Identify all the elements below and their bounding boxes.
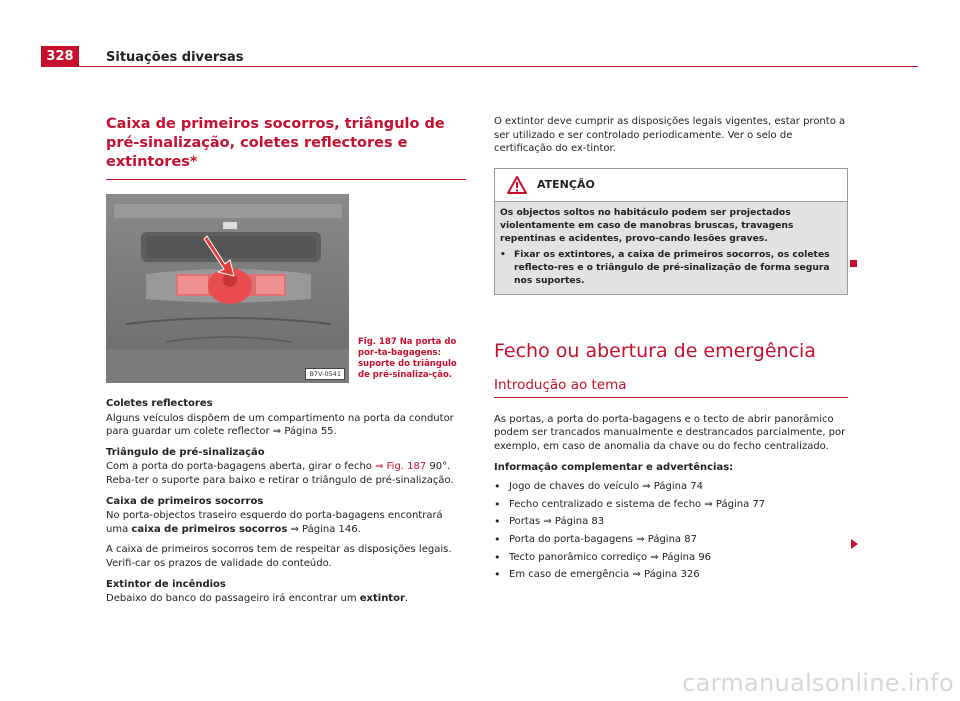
heading-extintor: Extintor de incêndios: [106, 578, 226, 590]
text-span: ⇒ Página 146.: [287, 523, 361, 535]
text-span: No porta-objectos traseiro esquerdo do porta-bagagens encontrará uma: [106, 510, 443, 535]
warning-bullet-text: Fixar os extintores, a caixa de primeiros socorros, os coletes reflecto-res e o triângulo de pré-sinalização de forma segura nos suportes.: [514, 248, 830, 286]
warning-title: ATENÇÃO: [537, 178, 595, 192]
reference-list: [494, 480, 848, 582]
list-item[interactable]: • Jogo de chaves do veículo ⇒ Página 74: [494, 480, 848, 494]
paragraph-caixa-validade: A caixa de primeiros socorros tem de respeitar as disposições legais. Verifi-car os prazos de validade do conteúdo.: [106, 544, 452, 569]
chapter-title: Fecho ou abertura de emergência: [494, 339, 816, 362]
figure-187: [106, 194, 349, 383]
left-column: [106, 115, 466, 613]
figure-caption: Fig. 187 Na porta do por-ta-bagagens: suporte do triângulo de pré-sinaliza-ção.: [358, 337, 457, 380]
page-number: 328: [41, 46, 79, 67]
warning-triangle-icon: [507, 176, 527, 194]
list-item[interactable]: • Fecho centralizado e sistema de fecho ⇒ Página 77: [494, 498, 848, 512]
subsection-title: Introdução ao tema: [494, 377, 848, 398]
bold-term: caixa de primeiros socorros: [131, 523, 288, 535]
heading-caixa: Caixa de primeiros socorros: [106, 495, 264, 507]
list-item[interactable]: • Em caso de emergência ⇒ Página 326: [494, 568, 848, 582]
trunk-door-illustration: [106, 194, 349, 383]
list-item[interactable]: • Tecto panorâmico corrediço ⇒ Página 96: [494, 551, 848, 565]
section-title: Caixa de primeiros socorros, triângulo de pré-sinalização, coletes reflectores e extintores*: [106, 115, 466, 180]
continue-arrow-icon: [851, 539, 858, 549]
left-body: [106, 397, 466, 606]
extintor-intro: O extintor deve cumprir as disposições legais vigentes, estar pronto a ser utilizado e ser controlado periodicamente. Ver o selo de certificação do ex-tintor.: [494, 116, 846, 155]
list-item[interactable]: • Portas ⇒ Página 83: [494, 515, 848, 529]
paragraph-extintor: [106, 592, 466, 606]
warning-box: [494, 168, 848, 295]
list-item[interactable]: • Porta do porta-bagagens ⇒ Página 87: [494, 533, 848, 547]
intro-paragraph: As portas, a porta do porta-bagagens e o tecto de abrir panorâmico podem ser trancados manualmente e destrancados parcialmente, por exemplo, em caso de anomalia da chave ou do fecho centralizado.: [494, 413, 846, 452]
warning-text: Os objectos soltos no habitáculo podem ser projectados violentamente em caso de manobras bruscas, travagens repentinas e acidentes, provo-cando lesões graves.: [500, 206, 794, 244]
watermark: carmanualsonline.info: [682, 669, 954, 697]
section-end-mark: [850, 260, 857, 267]
running-header: Situações diversas: [106, 50, 244, 65]
figure-link[interactable]: ⇒ Fig. 187: [375, 461, 427, 473]
warning-body: [495, 201, 847, 294]
paragraph-triangulo: [106, 460, 466, 487]
right-column: [494, 115, 848, 586]
figure-row: [106, 194, 466, 383]
heading-triangulo: Triângulo de pré-sinalização: [106, 446, 265, 458]
bullet-icon: •: [500, 248, 506, 260]
bold-term: extintor: [359, 593, 405, 605]
text-span: Debaixo do banco do passageiro irá encontrar um: [106, 593, 360, 605]
text-span: .: [404, 593, 409, 605]
heading-coletes: Coletes reflectores: [106, 398, 213, 409]
header-rule: [79, 66, 918, 67]
warning-bullet: [500, 248, 842, 287]
list-heading: Informação complementar e advertências:: [494, 461, 734, 473]
warning-header: [495, 169, 847, 201]
text-span: 90°. Reba-ter o suporte para baixo e retirar o triângulo de pré-sinalização.: [106, 461, 454, 486]
figure-code: B7V-0541: [305, 368, 345, 380]
chapter-block: [494, 339, 848, 363]
paragraph-coletes: Alguns veículos dispõem de um compartimento na porta da condutor para guardar um colete reflector ⇒ Página 55.: [106, 412, 454, 438]
subsection-block: [494, 377, 848, 398]
paragraph-caixa: [106, 509, 466, 536]
text-span: Com a porta do porta-bagagens aberta, girar o fecho: [106, 461, 376, 473]
right-body: [494, 413, 848, 582]
